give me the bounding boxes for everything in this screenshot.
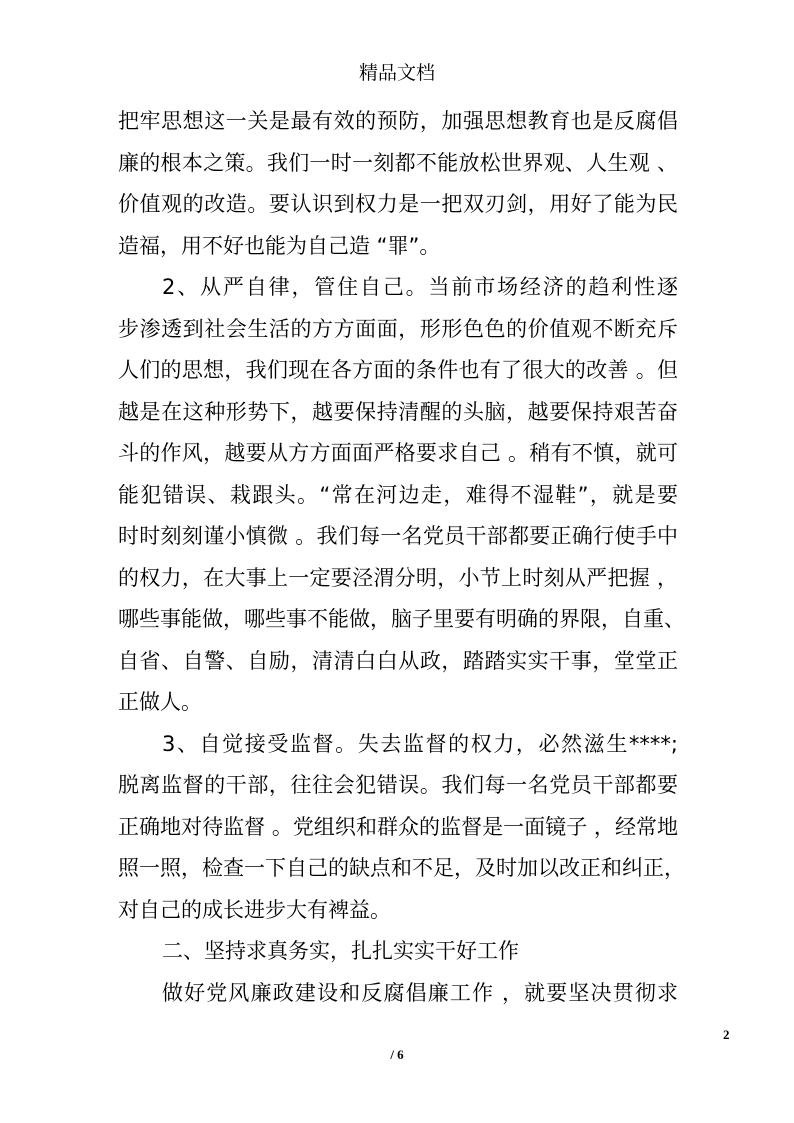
text-line: 正确地对待监督 。党组织和群众的监督是一面镜子 ，经常地 [118, 814, 678, 839]
text-line: 脱离监督的干部，往往会犯错误。我们每一名党员干部都要 [118, 773, 678, 797]
page-header: 精品文档 [358, 62, 435, 84]
text-line: 能犯错误、栽跟头。“常在河边走，难得不湿鞋”，就是要 [118, 482, 678, 507]
text-line: 廉的根本之策。我们一时一刻都不能放松世界观、人生观 、 [118, 150, 678, 175]
page-number: 2 [723, 1027, 730, 1042]
document-body [118, 101, 685, 1014]
text-line: 哪些事能做，哪些事不能做，脑子里要有明确的界限，自重、 [118, 607, 685, 631]
text-line: 人们的思想，我们现在各方面的条件也有了很大的改善 。但 [118, 358, 678, 382]
text-line: 对自己的成长进步大有裨益。 [118, 897, 391, 922]
page-total: / 6 [390, 1047, 404, 1062]
paragraph-2-start: 2、从严自律，管住自己。当前市场经济的趋利性逐 [162, 275, 678, 299]
section-heading: 二、坚持求真务实，扎扎实实干好工作 [162, 939, 519, 963]
text-line: 造福，用不好也能为自己造 “罪”。 [118, 233, 441, 258]
text-line: 时时刻刻谨小慎微 。我们每一名党员干部都要正确行使手中 [118, 524, 678, 548]
text-line: 正做人。 [118, 690, 202, 714]
text-line: 越是在这种形势下，越要保持清醒的头脑，越要保持艰苦奋 [118, 399, 678, 424]
paragraph-3-start: 3、自觉接受监督。失去监督的权力，必然滋生****; [162, 731, 678, 756]
text-line: 照一照，检查一下自己的缺点和不足，及时加以改正和纠正， [118, 856, 685, 880]
paragraph-start: 做好党风廉政建设和反腐倡廉工作 ，就要坚决贯彻求 [162, 980, 678, 1005]
text-line: 斗的作风，越要从方方面面严格要求自己 。稍有不慎，就可 [118, 441, 678, 465]
text-line: 步渗透到社会生活的方方面面，形形色色的价值观不断充斥 [118, 316, 678, 341]
text-line: 把牢思想这一关是最有效的预防，加强思想教育也是反腐倡 [118, 109, 678, 133]
text-line: 价值观的改造。要认识到权力是一把双刃剑，用好了能为民 [118, 192, 678, 216]
text-line: 自省、自警、自励，清清白白从政，踏踏实实干事，堂堂正 [118, 648, 678, 673]
text-line: 的权力，在大事上一定要泾渭分明，小节上时刻从严把握 ， [118, 565, 678, 590]
